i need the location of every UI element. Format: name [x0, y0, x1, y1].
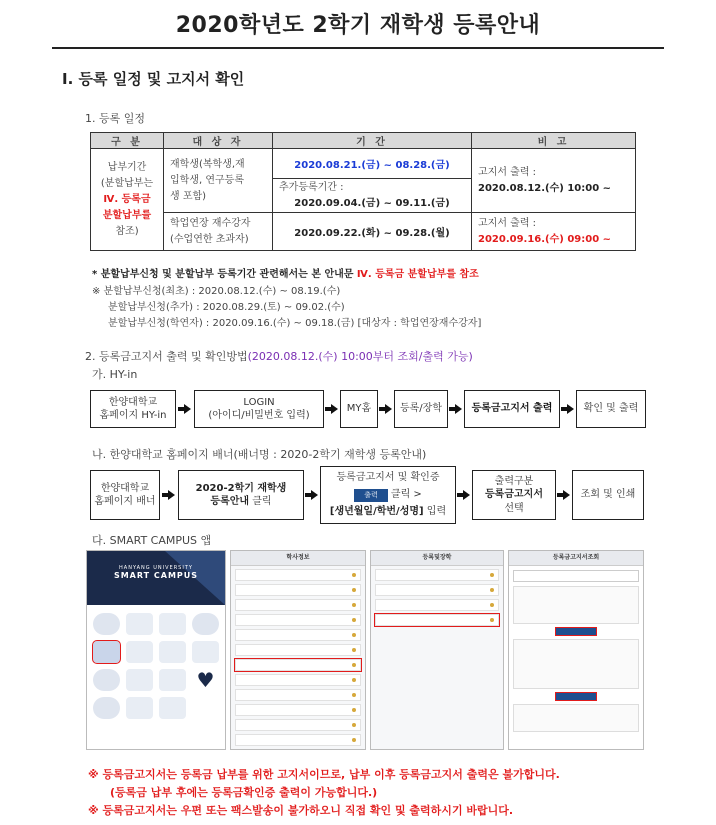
period-cell-1: 2020.08.21.(금) ~ 08.28.(금) — [273, 149, 472, 179]
student-info-box — [513, 586, 639, 624]
flow-b-label: 나. 한양대학교 홈페이지 배너(배너명 : 2020-2학기 재학생 등록안내) — [92, 448, 427, 461]
target-cell-2 — [164, 213, 273, 251]
footer-note-2: (등록금 납부 후에는 등록금확인증 출력이 가능합니다.) — [110, 786, 378, 799]
app-name: HANYANG UNIVERSITY — [119, 565, 193, 571]
flow-a-step-scholarship: 등록/장학 — [394, 390, 448, 428]
arrow-right-icon — [184, 404, 191, 414]
footer-note-1: ※ 등록금고지서는 등록금 납부를 위한 고지서이므로, 납부 이후 등록금고지서 출력은 불가합니다. — [88, 768, 560, 781]
list-item[interactable] — [235, 674, 361, 686]
target-cell-1 — [164, 149, 273, 213]
note-cell-1 — [472, 149, 636, 213]
flow-a-step-myhome: MY홈 — [340, 390, 378, 428]
header-note: 비 고 — [472, 133, 636, 149]
title-divider — [52, 47, 664, 49]
target-line: (수업연한 초과자) — [170, 233, 249, 245]
flow-b-step-input — [320, 466, 456, 524]
subheading-text: 2. 등록금고지서 출력 및 확인방법 — [85, 350, 248, 363]
app-icon[interactable] — [192, 641, 219, 663]
note-value: 2020.09.16.(수) 09:00 ~ — [478, 233, 612, 245]
target-line: 입학생, 연구등록 — [170, 174, 244, 186]
app-icon[interactable] — [159, 641, 186, 663]
note-label: 고지서 출력 : — [478, 217, 537, 229]
category-line: (분할납부는 — [100, 177, 154, 189]
flow-c-label: 다. SMART CAMPUS 앱 — [92, 534, 212, 547]
arrow-right-icon — [311, 490, 318, 500]
period-add-label: 추가등록기간 : — [279, 181, 344, 193]
period-cell-2: 2020.09.22.(화) ~ 09.28.(월) — [273, 213, 472, 251]
payment-detail-box — [513, 704, 639, 732]
step-text: 홈페이지 HY-in — [99, 410, 167, 421]
step-text: 클릭 — [249, 496, 272, 507]
flow-b-step-select — [472, 470, 556, 520]
installment-date-3: 분할납부신청(학연자) : 2020.09.16.(수) ~ 09.18.(금) [대상자 : 학업연장재수강자] — [108, 318, 482, 329]
app-title: SMART CAMPUS — [113, 571, 199, 580]
flow-a-step-print: 확인 및 출력 — [576, 390, 646, 428]
list-item-notice[interactable] — [375, 614, 499, 626]
app-icon[interactable] — [126, 697, 153, 719]
screen-title: 학사정보 — [231, 551, 365, 566]
installment-date-1: ※ 분할납부신청(최초) : 2020.08.12.(수) ~ 08.19.(수) — [92, 286, 341, 297]
app-icon[interactable] — [126, 613, 153, 635]
header-category: 구 분 — [91, 133, 164, 149]
flow-a-step-login — [194, 390, 324, 428]
step-text: [생년월일/학번/성명] — [329, 506, 424, 518]
step-text: 출력구분 — [494, 475, 534, 487]
subheading-schedule: 1. 등록 일정 — [85, 112, 145, 125]
period-add-cell — [273, 179, 472, 213]
step-text: 한양대학교 — [108, 396, 158, 408]
step-text: 등록금고지서 — [485, 489, 543, 501]
note-value: 2020.08.12.(수) 10:00 ~ — [478, 182, 612, 194]
list-item[interactable] — [235, 704, 361, 716]
installment-note-link: Ⅳ. 등록금 분할납부를 참조 — [356, 269, 479, 280]
table-row — [91, 213, 636, 251]
category-line: 참조) — [115, 225, 139, 237]
app-icon[interactable] — [126, 669, 153, 691]
arrow-right-icon — [168, 490, 175, 500]
semester-select[interactable] — [513, 570, 639, 582]
arrow-right-icon — [455, 404, 462, 414]
tuition-detail-box — [513, 639, 639, 689]
step-text: 한양대학교 — [100, 482, 150, 494]
section-heading-1: Ⅰ. 등록 일정 및 고지서 확인 — [62, 70, 245, 88]
app-icon[interactable] — [159, 697, 186, 719]
print-button[interactable]: 출력 — [354, 489, 388, 502]
table-row — [91, 149, 636, 179]
flow-b-step-print: 조회 및 인쇄 — [572, 470, 644, 520]
app-icon[interactable] — [126, 641, 153, 663]
arrow-right-icon — [567, 404, 574, 414]
list-item[interactable] — [375, 569, 499, 581]
app-icon[interactable] — [93, 697, 120, 719]
subheading-date: (2020.08.12.(수) 10:00부터 조회/출력 가능) — [247, 350, 473, 363]
screen-title: 등록및장학 — [371, 551, 503, 566]
app-banner — [87, 551, 225, 605]
step-text: 등록금고지서 및 확인증 — [336, 472, 440, 484]
app-screenshot-notice — [508, 550, 644, 750]
flow-a-step-homepage — [90, 390, 176, 428]
arrow-right-icon — [385, 404, 392, 414]
list-item[interactable] — [235, 719, 361, 731]
flow-a-label: 가. HY-in — [92, 368, 138, 381]
note-cell-2 — [472, 213, 636, 251]
subheading-notice-print — [85, 348, 473, 364]
app-icon-academic[interactable] — [93, 641, 120, 663]
list-item[interactable] — [235, 584, 361, 596]
category-line: 납부기간 — [107, 161, 147, 173]
flow-a-step-notice: 등록금고지서 출력 — [464, 390, 560, 428]
list-item[interactable] — [235, 734, 361, 746]
app-icon[interactable] — [192, 613, 219, 635]
payment-section-badge — [556, 693, 596, 700]
header-period: 기 간 — [273, 133, 472, 149]
note-label: 고지서 출력 : — [478, 166, 537, 178]
list-item[interactable] — [375, 599, 499, 611]
list-item[interactable] — [235, 644, 361, 656]
schedule-table — [90, 132, 636, 251]
period-add-value: 2020.09.04.(금) ~ 09.11.(금) — [294, 197, 450, 209]
step-text: 2020-2학기 재학생 — [195, 482, 287, 494]
arrow-right-icon — [331, 404, 338, 414]
step-text: 클릭 > — [387, 488, 422, 500]
category-line-link: 분할납부를 — [102, 209, 152, 221]
app-icon[interactable] — [93, 669, 120, 691]
tuition-section-badge — [556, 628, 596, 635]
list-item[interactable] — [235, 569, 361, 581]
category-cell — [91, 149, 164, 251]
table-header-row — [91, 133, 636, 149]
app-icon[interactable] — [93, 613, 120, 635]
installment-note — [92, 265, 479, 280]
step-text: 선택 — [504, 502, 524, 514]
flow-b-step-click — [178, 470, 304, 520]
header-target: 대 상 자 — [164, 133, 273, 149]
target-line: 재학생(복학생,재 — [170, 158, 245, 170]
page-title: 2020학년도 2학기 재학생 등록안내 — [175, 13, 541, 38]
app-screenshot-academic — [230, 550, 366, 750]
step-text: 입력 — [423, 506, 447, 518]
step-text: LOGIN — [243, 396, 275, 408]
app-icon-grid — [87, 605, 225, 727]
category-line-link: Ⅳ. 등록금 — [103, 193, 151, 205]
arrow-right-icon — [563, 490, 570, 500]
list-item[interactable] — [235, 629, 361, 641]
app-screenshot-registration — [370, 550, 504, 750]
step-text: (아이디/비밀번호 입력) — [208, 410, 310, 421]
step-text: 등록안내 — [210, 496, 250, 507]
list-item[interactable] — [235, 689, 361, 701]
list-item-registration[interactable] — [235, 659, 361, 671]
step-text: 홈페이지 배너 — [94, 496, 156, 507]
app-screenshot-home — [86, 550, 226, 750]
screen-title: 등록금고지서조회 — [509, 551, 643, 566]
target-line: 학업연장 재수강자 — [170, 217, 251, 229]
list-item[interactable] — [235, 599, 361, 611]
installment-date-2: 분할납부신청(추가) : 2020.08.29.(토) ~ 09.02.(수) — [108, 302, 345, 313]
footer-note-3: ※ 등록금고지서는 우편 또는 팩스발송이 불가하오니 직접 확인 및 출력하시기 바랍니다. — [88, 804, 514, 817]
app-icon[interactable] — [159, 669, 186, 691]
target-line: 생 포함) — [170, 190, 207, 202]
heart-icon[interactable]: ♥ — [196, 668, 215, 692]
arrow-right-icon — [463, 490, 470, 500]
app-icon[interactable] — [159, 613, 186, 635]
list-item[interactable] — [235, 614, 361, 626]
list-item[interactable] — [375, 584, 499, 596]
flow-b-step-banner — [90, 470, 160, 520]
installment-note-text: * 분할납부신청 및 분할납부 등록기간 관련해서는 본 안내문 — [92, 269, 357, 280]
